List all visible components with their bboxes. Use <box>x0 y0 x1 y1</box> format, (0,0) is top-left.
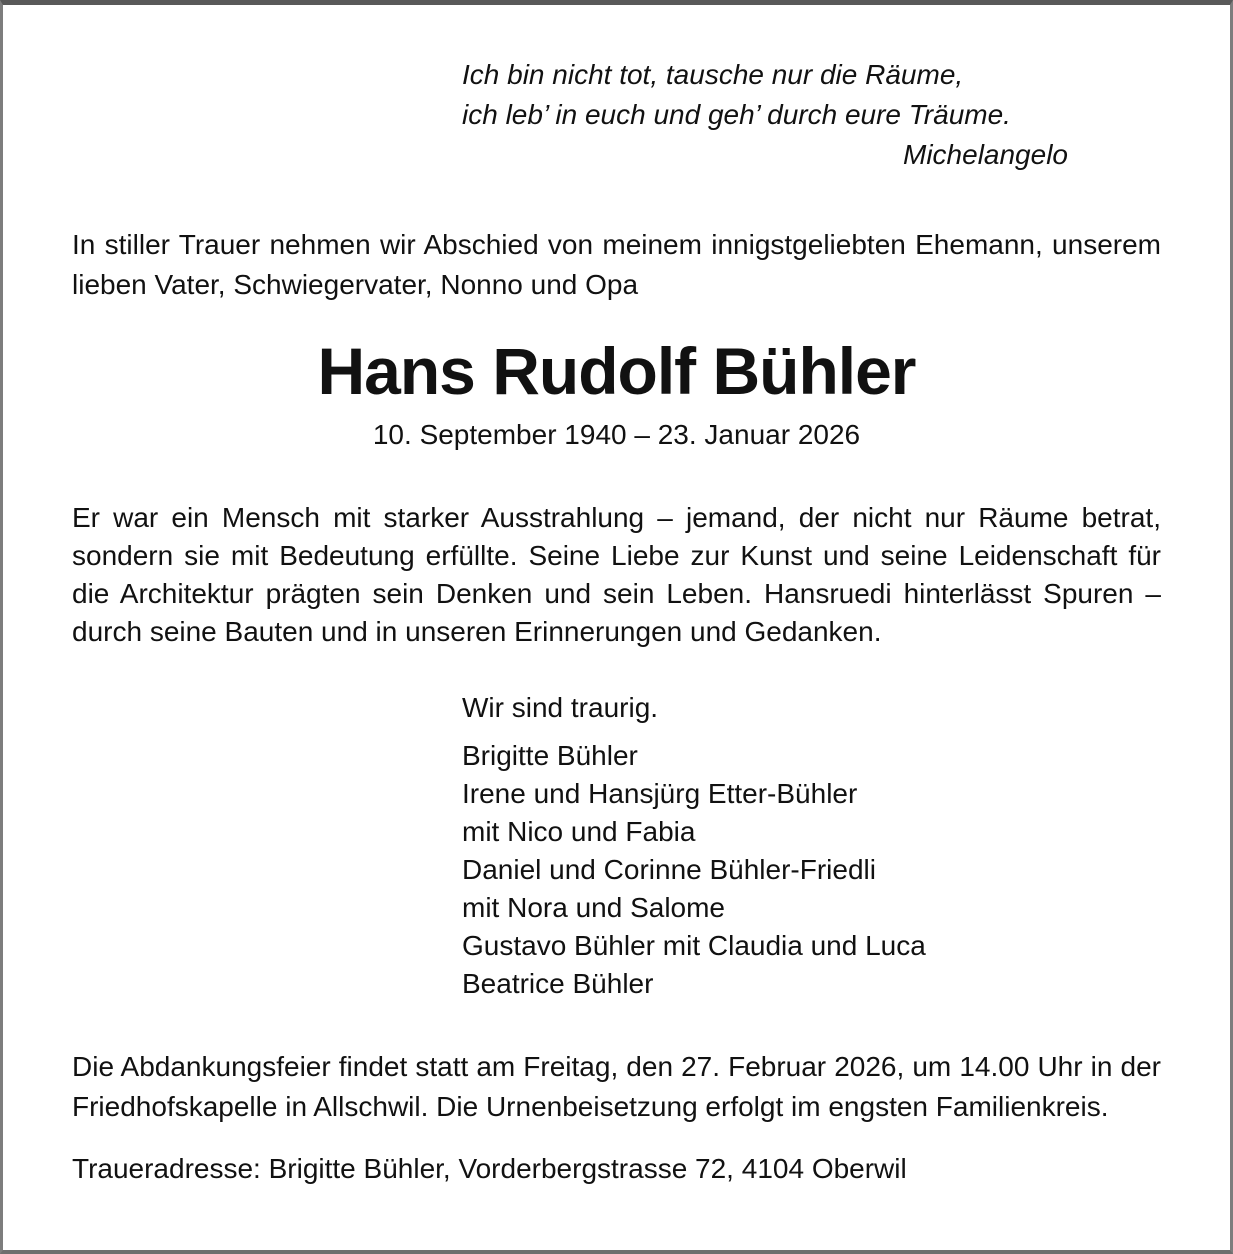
mourning-statement: Wir sind traurig. <box>462 692 659 723</box>
family-member-line: Brigitte Bühler <box>462 740 638 771</box>
intro-paragraph: In stiller Trauer nehmen wir Abschied von meinem innigstgeliebten Ehemann, unserem lieben Vater, Schwiegervater, Nonno und Opa <box>72 229 1161 300</box>
quote-line-2: ich leb’ in euch und geh’ durch eure Träume. <box>462 99 1011 130</box>
family-member-line: Beatrice Bühler <box>462 968 654 999</box>
family-member-line: Irene und Hansjürg Etter-Bühler <box>462 778 858 809</box>
family-member-line: Daniel und Corinne Bühler-Friedli <box>462 854 876 885</box>
family-member-line: mit Nora und Salome <box>462 892 726 923</box>
eulogy-paragraph: Er war ein Mensch mit starker Ausstrahlung – jemand, der nicht nur Räume betrat, sondern sie mit Bedeutung erfüllte. Seine Liebe zur Kunst und seine Leidenschaft für die Architektur prägten sein Denken und sein Leben. Hansruedi hinterlässt Spuren – durch seine Bauten und in unseren Erinnerungen und Gedanken. <box>72 502 1161 647</box>
life-dates: 10. September 1940 – 23. Januar 2026 <box>372 419 861 450</box>
mourning-address: Traueradresse: Brigitte Bühler, Vorderbergstrasse 72, 4104 Oberwil <box>72 1153 907 1184</box>
deceased-name: Hans Rudolf Bühler <box>317 334 916 408</box>
family-member-line: mit Nico und Fabia <box>462 816 696 847</box>
ceremony-paragraph: Die Abdankungsfeier findet statt am Freitag, den 27. Februar 2026, um 14.00 Uhr in der Friedhofskapelle in Allschwil. Die Urnenbeisetzung erfolgt im engsten Familienkreis. <box>72 1051 1161 1122</box>
opening-quote <box>462 55 1068 175</box>
quote-line-1: Ich bin nicht tot, tausche nur die Räume, <box>462 59 964 90</box>
quote-attribution: Michelangelo <box>903 139 1068 170</box>
family-list <box>462 737 1161 1003</box>
family-member-line: Gustavo Bühler mit Claudia und Luca <box>462 930 926 961</box>
